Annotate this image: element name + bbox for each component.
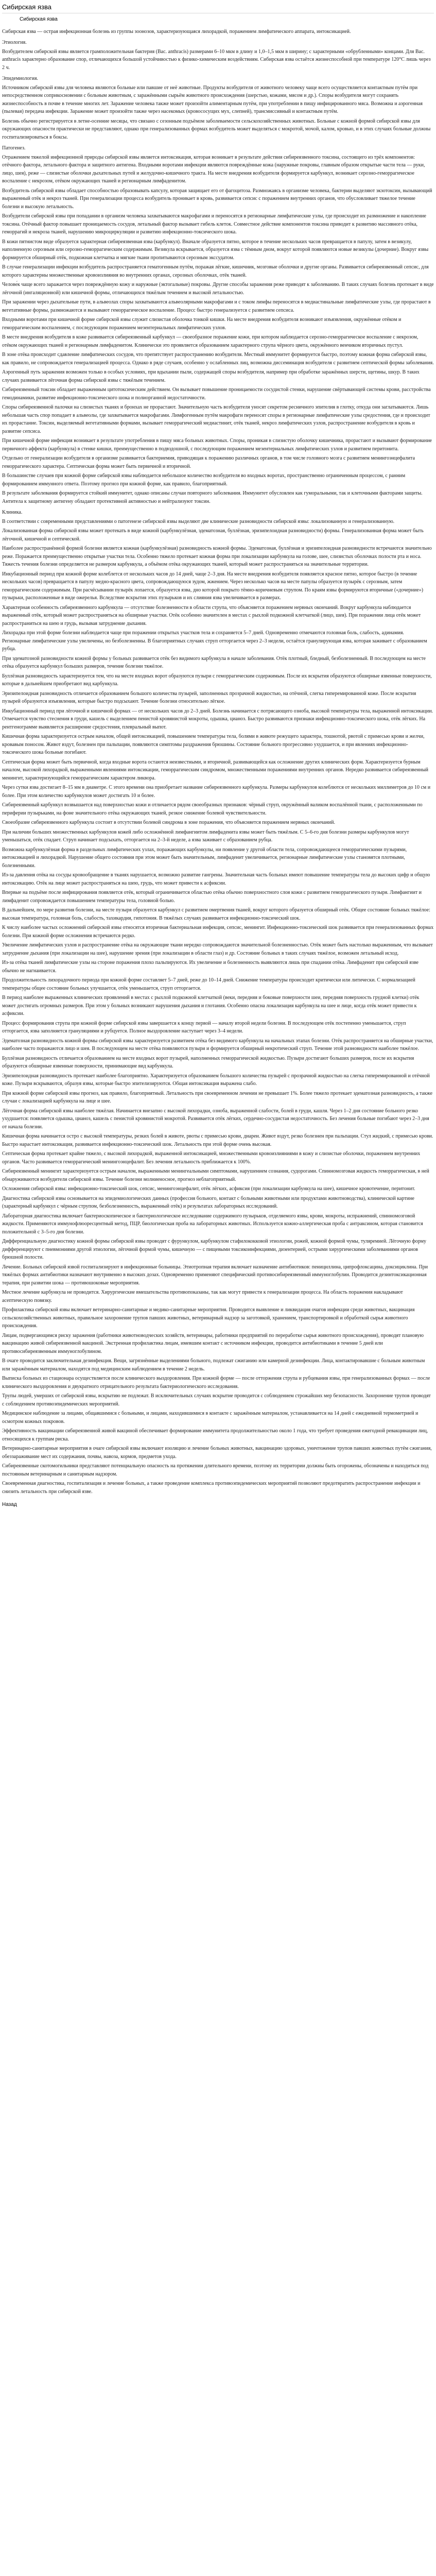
paragraph: Сибиреязвенный менингит характеризуется острым началом, выраженными менингеальными симптомами, нарушением сознания, судорогами. Спинномозговая жидкость геморрагическая, в ней обнаруживаются возбудители сибирской язвы. Течение болезни молниеносное, прогноз неблагоприятный. bbox=[2, 1168, 429, 1182]
paragraph: Сибиреязвенные скотомогильники представляют потенциальную опасность на протяжении длительного времени, поэтому их территории должны быть огорожены, обозначены и находиться под постоянным ветеринарным и санитарным надзором. bbox=[2, 1463, 429, 1477]
paragraph: Впервые на подъёме после инфицирования появляется отёк, который ограничивается областью отёка обычно поверхностного слоя кожи с развитием геморрагического пузыря. Лимфангиит и лимфаденит сопровождается повышением температуры тела, головной болью. bbox=[2, 890, 422, 904]
paragraph: Наиболее распространённой формой болезни является кожная (карбункулёзная) разновидность кожной формы. Эдематозная, буллёзная и эризипелоидная разновидности встречаются значительно реже. Поражается преимущественно открытые участки тела. Особенно тяжело протекает кожная форма при локализации карбункула на голове, шее, слизистых оболочках полости рта и носа. Тяжесть течения болезни определяется не размером карбункула, а объёмом отёка окружающих тканей, который может распространяться на значительные территории. bbox=[2, 546, 432, 568]
paragraph: Своеобразие сибиреязвенного карбункула состоит в отсутствии болевой синдрома в зоне поражения, что объясняется поражением нервных окончаний. bbox=[2, 820, 335, 826]
paragraph: Инкубационный период при лёгочной и кишечной формах — от нескольких часов до 2–3 дней. Болезнь начинается с потрясающего озноба, высокой температуры тела, выраженной интоксикации. Отмечается чувство стеснения в груди, кашель с выделением пенистой кровянистой мокроты, одышка, цианоз. Быстро развиваются признаки инфекционно-токсического шока, отёк лёгких. На рентгенограмме выявляется расширение средостения, плевральный выпот. bbox=[2, 708, 433, 730]
paragraph: При кишечной форме инфекция возникает в результате употребления в пищу мяса больных животных. Споры, проникая в слизистую оболочку кишечника, прорастают и вызывают формирование первичного аффекта (карбункула) в стенке кишки, преимущественно в подвздошной, с последующим поражением мезентериальных лимфатических узлов и развитием перитонита. bbox=[2, 438, 432, 452]
paragraph: При кожной форме сибирской язвы прогноз, как правило, благоприятный. Летальность при своевременном лечении не превышает 1%. Более тяжело протекает эдематозная разновидность, а также случаи с локализацией карбункула на лице и шее. bbox=[2, 1090, 433, 1105]
paragraph: В кожи пятнистом виде образуется характерная сибиреязвенная язва (карбункул). Вначале образуется пятно, которое в течение нескольких часов превращается в папулу, затем в везикулу, наполненную серозным или серозно-геморрагическим содержимым. Везикула вскрывается, образуется язва с тёмным дном, вокруг которой появляются новые везикулы (дочерние). Вокруг язвы формируется обширный отёк, подкожная клетчатка и мягкие ткани пропитываются серозным экссудатом. bbox=[2, 239, 429, 261]
paragraph: Септическая форма может быть первичной, когда входные ворота остаются неизвестными, и вторичной, развивающейся как осложнение других клинических форм. Характеризуется бурным началом, высокой лихорадкой, выраженными явлениями интоксикации, геморрагическим синдромом, множественными поражениями внутренних органов. Нередко развивается сибиреязвенный менингит, характеризующийся геморрагическим характером ликвора. bbox=[2, 759, 429, 781]
paragraph: Возбудители сибирской язвы при попадании в организм человека захватываются макрофагами и переносятся в регионарные лимфатические узлы, где происходит их размножение и накопление токсина. Отёчный фактор повышает проницаемость сосудов, летальный фактор вызывает гибель клеток. Совместное действие компонентов токсина приводит к развитию массивного отёка, геморрагий и некроза тканей, нарушению микроциркуляции и развитию инфекционно-токсического шока. bbox=[2, 213, 426, 235]
paragraph: При заражении через дыхательные пути, в альвеолах споры захватываются альвеолярными макрофагами и с током лимфы переносятся в медиастинальные лимфатические узлы, где прорастают в вегетативные формы, размножаются и вызывают геморрагическое воспаление. Процесс быстро генерализуется с развитием сепсиса. bbox=[2, 299, 431, 313]
paragraph: Споры сибиреязвенной палочки на слизистых тканях и бронхах не прорастают. Значительную часть возбудителя уносят секретом ресничного эпителия в глотку, откуда они заглатываются. Лишь небольшая часть спор попадает в альвеолы, где захватывается макрофагами. Лимфогенным путём макрофаги переносят споры в регионарные лимфатические узлы средостения, где и происходит их прорастание. Токсин, выделяемый вегетативными формами, вызывает геморрагический медиастинит, отёк тканей, некроз лимфатических узлов, распространение возбудителя в кровь и развитие сепсиса. bbox=[2, 404, 430, 434]
paragraph: В зоне отёка происходит сдавление лимфатических сосудов, что препятствует распространению возбудителя. Местный иммунитет формируется быстро, поэтому кожная форма сибирской язвы, как правило, не сопровождается генерализацией процесса. Однако в ряде случаев, особенно у ослабленных лиц, возможна диссеминация возбудителя с развитием септической формы заболевания. bbox=[2, 352, 434, 366]
paragraph: В большинстве случаев при кожной форме сибирской язвы наблюдается небольшое количество возбудителя во входных воротах, пространственно ограниченным процессом, с ранним формированием иммунного ответа. Поэтому прогноз при кожной форме, как правило, благоприятный. bbox=[2, 473, 406, 487]
paragraph: При наличии больших множественных карбункулов кожей либо осложнённой лимфангиитом лимфаденита язвы может быть тяжёлым. С 5–6-го дня болезни размеры карбункулов могут уменьшаться, отёк спадает. Струп начинает подсыхать, отторгается на 2–3-й неделе, а язва заживает с образованием рубца. bbox=[2, 829, 409, 843]
paragraph: К числу наиболее частых осложнений сибирской язвы относятся вторичная бактериальная инфекция, сепсис, менингит. Инфекционно-токсический шок развивается при генерализованных формах болезни. При кожной форме осложнения встречаются редко. bbox=[2, 925, 434, 939]
paragraph: При эдематозной разновидности кожной формы у больных развивается отёк без видимого карбункула в начале заболевания. Отёк плотный, бледный, безболезненный. В последующем на месте отёка образуется карбункул больших размеров, течение болезни тяжёлое. bbox=[2, 655, 426, 670]
paragraph: Сибиреязвенный токсин обладает выраженным цитотоксическим действием. Он вызывает повышение проницаемости сосудистой стенки, нарушение свёртывающей системы крови, расстройства гемодинамики, развитие инфекционно-токсического шока и полиорганной недостаточности. bbox=[2, 387, 431, 401]
paragraph: Буллёзная разновидность характеризуется тем, что на месте входных ворот образуются пузыри с геморрагическим содержимым. После их вскрытия образуются обширные язвенные поверхности, которые в дальнейшем приобретают вид карбункула. bbox=[2, 673, 432, 687]
paragraph: В очаге проводится заключительная дезинфекция. Вещи, загрязнённые выделениями больного, подлежат сжиганию или камерной дезинфекции. Лица, контактировавшие с больным животным или заражённым материалом, находятся под медицинским наблюдением в течение 2 недель. bbox=[2, 1358, 425, 1372]
paragraph: Эризипелоидная разновидность протекает наиболее благоприятно. Характеризуется образованием большого количества пузырей с прозрачной жидкостью на слегка гиперемированной и отёчной коже. Пузыри вскрываются, образуя язвы, которые быстро эпителизируются. Общая интоксикация выражена слабо. bbox=[2, 1073, 430, 1087]
back-link[interactable]: Назад bbox=[2, 1502, 17, 1508]
article-body bbox=[2, 28, 434, 1496]
paragraph: Лабораторная диагностика включает бактериоскопическое и бактериологическое исследование содержимого пузырьков, отделяемого язвы, крови, мокроты, испражнений, спинномозговой жидкости. Применяются иммунофлюоресцентный метод, ПЦР, биологическая проба на лабораторных животных. Используется кожно-аллергическая проба с антраксином, которая становится положительной с 3–5-го дня болезни. bbox=[2, 1213, 423, 1235]
paragraph: Своевременная диагностика, госпитализация и лечение больных, а также проведение комплекса противоэпидемических мероприятий позволяют предотвратить распространение инфекции и снизить летальность при сибирской язве. bbox=[2, 1481, 421, 1495]
paragraph: В период наиболее выраженных клинических проявлений в местах с рыхлой подкожной клетчаткой (веки, передняя и боковые поверхности шеи, передняя поверхность грудной клетки) отёк может достигать огромных размеров. При этом у больных возникают нарушения дыхания и глотания. Особенно опасна локализация карбункула на шее и лице, когда отёк может привести к асфиксии. bbox=[2, 995, 420, 1017]
paragraph: Отдельно от генерализации возбудителя в организме развивается бактериемия, приводящая к поражению различных органов, в том числе головного мозга с развитием менингоэнцефалита геморрагического характера. Септическая форма может быть первичной и вторичной. bbox=[2, 455, 415, 469]
paragraph: Увеличение лимфатических узлов и распространение отёка на окружающие ткани нередко сопровождаются значительной болезненностью. Отёк может быть настолько выраженным, что вызывает затруднение дыхания (при локализации на шее), нарушение зрения (при локализации в области глаз) и др. Состояние больных в таких случаях тяжёлое, возможен летальный исход. bbox=[2, 942, 433, 956]
paragraph: В соответствии с современными представлениями о патогенезе сибирской язвы выделяют две клинические разновидности сибирской язвы: локализованную и генерализованную. bbox=[2, 518, 395, 524]
paragraph: Лёгочная форма сибирской язвы наиболее тяжёлая. Начинается внезапно с высокой лихорадки, озноба, выраженной слабости, болей в груди, кашля. Через 1–2 дня состояние больного резко ухудшается: появляется одышка, цианоз, кашель с пенистой кровянистой мокротой. Развивается отёк лёгких, сердечно-сосудистая недостаточность. Без лечения больные погибают через 2–3 дня от начала болезни. bbox=[2, 1108, 429, 1130]
section-heading: Этиология. bbox=[2, 40, 27, 46]
paragraph: Осложнения сибирской язвы: инфекционно-токсический шок, сепсис, менингоэнцефалит, отёк лёгких, асфиксия (при локализации карбункула на шее), кишечное кровотечение, перитонит. bbox=[2, 1186, 415, 1192]
section-heading: Клиника. bbox=[2, 510, 23, 516]
paragraph: Медицинское наблюдение за лицами, общавшимися с больными, и лицами, находившимися в контакте с заражённым материалом, устанавливается на 14 дней с ежедневной термометрией и осмотром кожных покровов. bbox=[2, 1411, 418, 1425]
paragraph: Местное лечение карбункула не проводится. Хирургические вмешательства противопоказаны, так как могут привести к генерализации процесса. На область поражения накладывают асептическую повязку. bbox=[2, 1290, 403, 1303]
paragraph: Источником сибирской язвы для человека являются больные или павшие от неё животные. Продукты возбудителя от животного человеку чаще всего осуществляется контактным путём при непосредственном соприкосновении с больным животным, с заражёнными сырьём животного происхождения (шерстью, кожами, мясом и др.). Споры возбудителя могут сохранять жизнеспособность в почве в течение многих лет. Заражение человека также может произойти алиментарным путём, при употреблении в пищу инфицированного мяса. Возможна и аэрогенная (пылевая) передача инфекции. Заражение может произойти также через насекомых (кровососущих мух, слепней), трансмиссивный и контактным путём. bbox=[2, 84, 423, 115]
paragraph: Септическая форма протекает крайне тяжело, с высокой лихорадкой, выраженной интоксикацией, множественными кровоизлияниями в кожу и слизистые оболочки, поражением внутренних органов. Часто развивается геморрагический менингоэнцефалит. Без лечения летальность приближается к 100%. bbox=[2, 1151, 421, 1165]
paragraph: Отражением тяжелой инфекционной природы сибирской язвы является интоксикация, которая возникает в результате действия сибиреязвенного токсина, состоящего из трёх компонентов: отёчного фактора, летального фактора и защитного антигена. Входными воротами инфекции являются повреждённые кожа (наружные покровы, главным образом открытые части тела — руки, лицо, шея), реже — слизистые оболочки дыхательных путей и желудочно-кишечного тракта. На месте внедрения возбудителя формируется карбункул, возникает серозно-геморрагическое воспаление с некрозом, отёком окружающих тканей и регионарным лимфаденитом. bbox=[2, 154, 425, 184]
paragraph: В результате заболевания формируется стойкий иммунитет, однако описаны случаи повторного заболевания. Иммунитет обусловлен как гуморальными, так и клеточными факторами защиты. Антитела к защитному антигену обладают протективной активностью и нейтрализуют токсин. bbox=[2, 490, 423, 504]
paragraph: Продолжительность лихорадочного периода при кожной форме составляет 5–7 дней, реже до 10–14 дней. Снижение температуры происходит критически или литически. С нормализацией температуры общее состояние больных улучшается, отёк уменьшается, струп отторгается. bbox=[2, 977, 415, 991]
paragraph: Сибирская язва — острая инфекционная болезнь из группы зоонозов, характеризующаяся лихорадкой, поражением лимфатического аппарата, интоксикацией. bbox=[2, 28, 351, 35]
paragraph: Лихорадка при этой форме болезни наблюдается чаще при поражении открытых участков тела и сохраняется 5–7 дней. Одновременно отмечаются головная боль, слабость, адинамия. Регионарные лимфатические узлы увеличены, но безболезненны. В благоприятных случаях струп отторгается через 2–3 недели, остаётся гранулирующая язва, которая заживает с образованием рубца. bbox=[2, 630, 427, 652]
section-heading: Патогенез. bbox=[2, 145, 26, 151]
paragraph: Лицам, подвергающимся риску заражения (работники животноводческих хозяйств, ветеринары, работники предприятий по переработке сырья животного происхождения), проводят плановую вакцинацию живой сибиреязвенной вакциной. Экстренная профилактика лицам, имевшим контакт с источником инфекции, проводится антибиотиками в течение 5 дней или противосибиреязвенным иммуноглобулином. bbox=[2, 1332, 424, 1354]
paragraph: Болезнь обычно регистрируется в летне-осенние месяцы, что связано с сезонным подъёмом заболеваемости сельскохозяйственных животных. Больные с кожной формой сибирской язвы для окружающих опасности практически не представляют, однако при генерализованных формах возбудитель может выделяться с мокротой, мочой, калом, кровью, и в этих случаях больные должны госпитализироваться в боксы. bbox=[2, 118, 431, 140]
paragraph: Диагностика сибирской язвы основывается на эпидемиологических данных (профессия больного, контакт с больными животными или продуктами животноводства), клинической картине (характерный карбункул с чёрным струпом, безболезненность, выраженный отёк) и результатах лабораторных исследований. bbox=[2, 1195, 414, 1210]
paragraph: Инкубационный период при кожной форме колеблется от нескольких часов до 14 дней, чаще 2–3 дня. На месте внедрения возбудителя появляется красное пятно, которое быстро (в течение нескольких часов) превращается в папулу медно-красного цвета, сопровождающуюся зудом, жжением. Через несколько часов на месте папулы образуется пузырёк с серозным, затем геморрагическим содержимым. При расчёсывании пузырёк лопается, образуется язва, дно которой покрыто тёмно-коричневым струпом. По краям язвы формируются вторичные («дочерние») пузырьки, расположенные в виде ожерелья. Вследствие вскрытия этих пузырьков и их слияния язва увеличивается в размерах. bbox=[2, 571, 424, 601]
paragraph: Возможна карбункулёзная форма в раздельных лимфатических узлах, поражающих карбункулы, ни появление у другой области тела, сопровождающееся геморрагическими пузырями, интоксикацией и лихорадкой. Нарушение общего состояния при этом может быть значительным, лимфаденит увеличивается, регионарные лимфатические узлы становятся плотными, болезненными. bbox=[2, 846, 407, 869]
paragraph: Ветеринарно-санитарные мероприятия в очаге сибирской язвы включают изоляцию и лечение больных животных, вакцинацию здоровых, уничтожение трупов павших животных путём сжигания, обеззараживание мест их содержания, почвы, навоза, кормов, предметов ухода. bbox=[2, 1446, 432, 1460]
paragraph: Входными воротами при кишечной форме сибирской язвы служит слизистая оболочка тонкой кишки. На месте внедрения возбудителя возникают изъязвления, окружённые отёком и геморрагическим воспалением, с последующим поражением мезентериальных лимфатических узлов. bbox=[2, 317, 402, 331]
paragraph: Локализованная форма сибирской язвы может протекать в виде кожной (карбункулёзная, эдематозная, буллёзная, эризипелоидная разновидности) формы. Генерализованная форма может быть лёгочной, кишечной и септической. bbox=[2, 528, 424, 542]
page-title: Сибирская язва bbox=[2, 2, 434, 13]
paragraph: Дифференциальную диагностику кожной формы сибирской язвы проводят с фурункулом, карбункулом стафилококковой этиологии, рожей, кожной формой чумы, туляремией. Лёгочную форму дифференцируют с пневмониями другой этиологии, лёгочной формой чумы, кишечную — с пищевыми токсикоинфекциями, дизентерией, острыми хирургическими заболеваниями органов брюшной полости. bbox=[2, 1239, 427, 1261]
section-heading: Эпидемиология. bbox=[2, 76, 38, 82]
paragraph: Эдематозная разновидность кожной формы сибирской язвы характеризуется развитием отёка без видимого карбункула на начальных этапах болезни. Отёк распространяется на обширные участки, наиболее часто поражаются лицо и шея. В последующем на месте отёка появляются пузыри и формируется обширный некротический струп. Течение этой разновидности наиболее тяжёлое. bbox=[2, 1038, 433, 1052]
paragraph: Эффективность вакцинации сибиреязвенной живой вакциной обеспечивает формирование иммунитета продолжительностью около 1 года, что требует проведения ежегодной ревакцинации лиц, относящихся к группам риска. bbox=[2, 1428, 428, 1442]
article-subtitle: Сибирская язва bbox=[20, 16, 58, 23]
paragraph: В случае генерализации инфекции возбудитель распространяется гематогенным путём, поражая лёгкие, кишечник, мозговые оболочки и другие органы. Развивается сибиреязвенный сепсис, для которого характерны множественные кровоизлияния во внутренних органах, серозных оболочках, отёк тканей. bbox=[2, 264, 429, 278]
paragraph: Из-за давления отёка на сосуды кровообращение в тканях нарушается, возможно развитие гангрены. Значительная часть больных имеют повышение температуры тела до высоких цифр и общую интоксикацию. Отёк на лице может распространяться на шею, грудь, что может привести к асфиксии. bbox=[2, 872, 430, 886]
paragraph: Сибиреязвенный карбункул возвышается над поверхностью кожи и отличается рядом своеобразных признаков: чёрный струп, окружённый валиком воспалённой ткани, с расположенными по периферии пузырьками, на фоне значительного отёка окружающих тканей, резкое снижение болевой чувствительности. bbox=[2, 802, 423, 816]
paragraph: Лечение. Больных сибирской язвой госпитализируют в инфекционные больницы. Этиотропная терапия включает назначение антибиотиков: пенициллина, ципрофлоксацина, доксициклина. При тяжёлых формах антибиотики назначают внутривенно в высоких дозах. Одновременно применяют специфический противосибиреязвенный иммуноглобулин. Проводится дезинтоксикационная терапия, при развитии шока — противошоковые мероприятия. bbox=[2, 1264, 428, 1286]
paragraph: Аэрогенный путь заражения возможен только в особых условиях, при вдыхании пыли, содержащей споры возбудителя, например при обработке заражённых шерсти, щетины, шкур. В таких случаях развивается лёгочная форма сибирской язвы с тяжёлым течением. bbox=[2, 369, 420, 383]
paragraph: Профилактика сибирской язвы включает ветеринарно-санитарные и медико-санитарные мероприятия. Проводится выявление и ликвидация очагов инфекции среди животных, вакцинация сельскохозяйственных животных, правильное захоронение трупов павших животных, ветеринарный надзор за заготовкой, хранением, транспортировкой и обработкой сырья животного происхождения. bbox=[2, 1307, 415, 1329]
paragraph: Возбудителем сибирской язвы является грамположительная бактерия (Bac. anthracis) размерами 6–10 мкм в длину и 1,0–1,5 мкм в ширину; с характерными «обрубленными» концами. Для Bac. anthracis характерно образование спор, отличающихся большой устойчивостью к физико-химическим воздействиям. Сибирская язва остаётся жизнеспособной при температуре 120°С лишь через 2 ч. bbox=[2, 48, 431, 71]
paragraph: Кишечная форма характеризуется острым началом, общей интоксикацией, повышением температуры тела, болями в животе режущего характера, тошнотой, рвотой с примесью крови и желчи, кровавым поносом. Живот вздут, болезнен при пальпации, появляются симптомы раздражения брюшины. Состояние больного прогрессивно ухудшается, и при явлениях инфекционно-токсического шока больные погибают. bbox=[2, 734, 425, 756]
paragraph: Возбудитель сибирской язвы обладает способностью образовывать капсулу, которая защищает его от фагоцитоза. Размножаясь в организме человека, бактерии выделяют экзотоксин, вызывающий выраженный отёк и некроз тканей. При генерализации процесса возбудитель проникает в кровь, развивается сепсис с поражением внутренних органов, что обусловливает тяжелое течение болезни и высокую летальность. bbox=[2, 188, 432, 210]
paragraph: Из-за отёка тканей лимфатические узлы на стороне поражения плохо пальпируются. Их увеличение и болезненность выявляются лишь при спадании отёка. Лимфаденит при сибирской язве обычно не нагнаивается. bbox=[2, 960, 418, 974]
paragraph: Эризипелоидная разновидность отличается образованием большого количества пузырей, заполненных прозрачной жидкостью, на отёчной, слегка гиперемированной коже. После вскрытия пузырей образуются изъязвления, которые быстро подсыхают. Течение болезни относительно лёгкое. bbox=[2, 690, 416, 705]
paragraph: Через сутки язва достигает 8–15 мм в диаметре. С этого времени она приобретает название сибиреязвенного карбункула. Размеры карбункулов колеблются от нескольких миллиметров до 10 см и более. При этом количество карбункулов может достигать 10 и более. bbox=[2, 785, 431, 799]
paragraph: Процесс формирования струпа при кожной форме сибирской язвы завершается к концу первой — началу второй недели болезни. В последующем отёк постепенно уменьшается, струп отторгается, язва заполняется грануляциями и рубцуется. Полное выздоровление наступает через 3–4 недели. bbox=[2, 1020, 406, 1035]
paragraph: В месте внедрения возбудителя в коже развивается сибиреязвенный карбункул — своеобразное поражение кожи, при котором наблюдается серозно-геморрагическое воспаление с некрозом, отёком окружающих тканей и регионарным лимфаденитом. Клинически это проявляется образованием характерного струпа чёрного цвета, окружённого венчиком вторичных пустул. bbox=[2, 334, 418, 348]
paragraph: Выписка больных из стационара осуществляется после клинического выздоровления. При кожной форме — после отторжения струпа и рубцевания язвы, при генерализованных формах — после клинического выздоровления и двукратного отрицательного результата бактериологического исследования. bbox=[2, 1376, 430, 1389]
paragraph: Челове́к чаще всего заражается через повреждённую кожу и наружные (эктогальные) покровы. Другие способы заражения реже приводят к заболеванию. В таких случаях болезнь протекает в виде лёгочной (ингаляционной) или кишечной формы, отличающихся тяжёлым течением и высокой летальностью. bbox=[2, 282, 434, 296]
paragraph: Буллёзная разновидность отличается образованием на месте входных ворот пузырей, наполненных геморрагической жидкостью. Пузыри достигают больших размеров, после их вскрытия образуются обширные язвенные поверхности, принимающие вид карбункула. bbox=[2, 1055, 414, 1070]
paragraph: Кишечная форма начинается остро с высокой температуры, резких болей в животе, рвоты с примесью крови, диареи. Живот вздут, резко болезнен при пальпации. Стул жидкий, с примесью крови. Быстро нарастает интоксикация, развивается инфекционно-токсический шок. Летальность при этой форме очень высокая. bbox=[2, 1133, 433, 1147]
paragraph: Характерная особенность сибиреязвенного карбункула — отсутствие болезненности в области струпа, что объясняется поражением нервных окончаний. Вокруг карбункула наблюдается выраженный отёк, который может распространяться на обширные участки. Отёк особенно значителен в местах с рыхлой подкожной клетчаткой (лицо, шея). При поражении лица отёк может распространиться на шею и грудь, вызывая затруднение дыхания. bbox=[2, 604, 421, 626]
paragraph: В дальнейшем, по мере развития болезни, на месте пузыря образуется карбункул с развитием омертвения тканей, вокруг которого образуется обширный отёк. Общее состояние больных тяжёлое: высокая температура, головная боль, слабость, тахикардия, гипотония. В тяжёлых случаях развивается инфекционно-токсический шок. bbox=[2, 907, 430, 921]
paragraph: Трупы людей, умерших от сибирской язвы, вскрытию не подлежат. В исключительных случаях вскрытие проводится с соблюдением строжайших мер безопасности. Захоронение трупов проводят с соблюдением противоэпидемических мероприятий. bbox=[2, 1393, 431, 1407]
